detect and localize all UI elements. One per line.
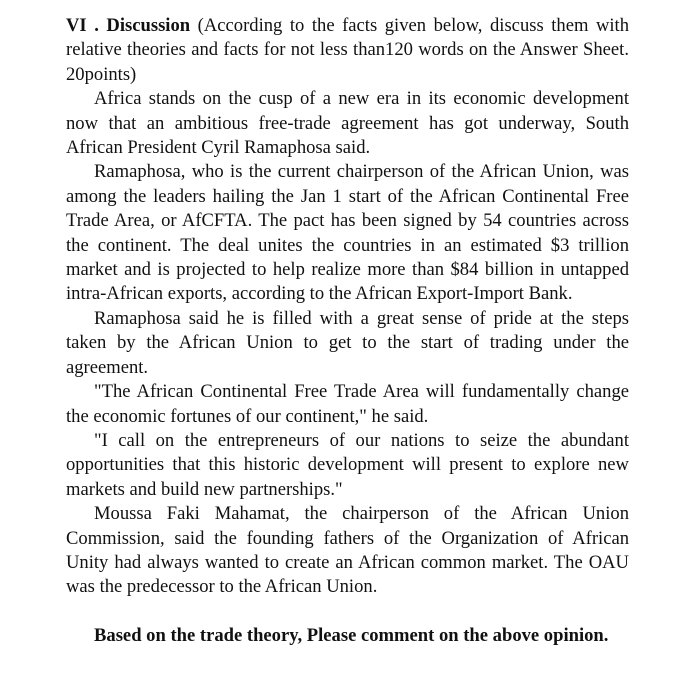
document-content xyxy=(66,14,629,648)
paragraph-5: "I call on the entrepreneurs of our nations to seize the abundant opportunities that this historic development will present to explore new markets and build new partnerships." xyxy=(66,429,629,500)
paragraph-3: Ramaphosa said he is filled with a great sense of pride at the steps taken by the African Union to get to the start of trading under the agreement. xyxy=(66,307,629,378)
paragraph-2: Ramaphosa, who is the current chairperson of the African Union, was among the leaders hailing the Jan 1 start of the African Continental Free Trade Area, or AfCFTA. The pact has been signed by 54 countries across the continent. The deal unites the countries in an estimated $3 trillion market and is projected to help realize more than $84 billion in untapped intra-African exports, according to the African Export-Import Bank. xyxy=(66,161,629,305)
paragraph-4: "The African Continental Free Trade Area will fundamentally change the economic fortunes of our continent," he said. xyxy=(66,381,629,427)
paragraph-1: Africa stands on the cusp of a new era in its economic development now that an ambitious free-trade agreement has got underway, South African President Cyril Ramaphosa said. xyxy=(66,88,629,159)
paragraph-6: Moussa Faki Mahamat, the chairperson of the African Union Commission, said the founding fathers of the Organization of African Unity had always wanted to create an African common market. The OAU was the predecessor to the African Union. xyxy=(66,503,629,598)
section-number: VI . xyxy=(66,15,99,36)
section-heading xyxy=(66,14,629,87)
section-instructions: (According to the facts given below, discuss them with relative theories and facts for not less than120 words on the Answer Sheet. 20points) xyxy=(66,15,630,85)
section-title: Discussion xyxy=(106,15,191,36)
blank-line xyxy=(66,600,629,624)
discussion-question: Based on the trade theory, Please comment on the above opinion. xyxy=(94,624,609,646)
